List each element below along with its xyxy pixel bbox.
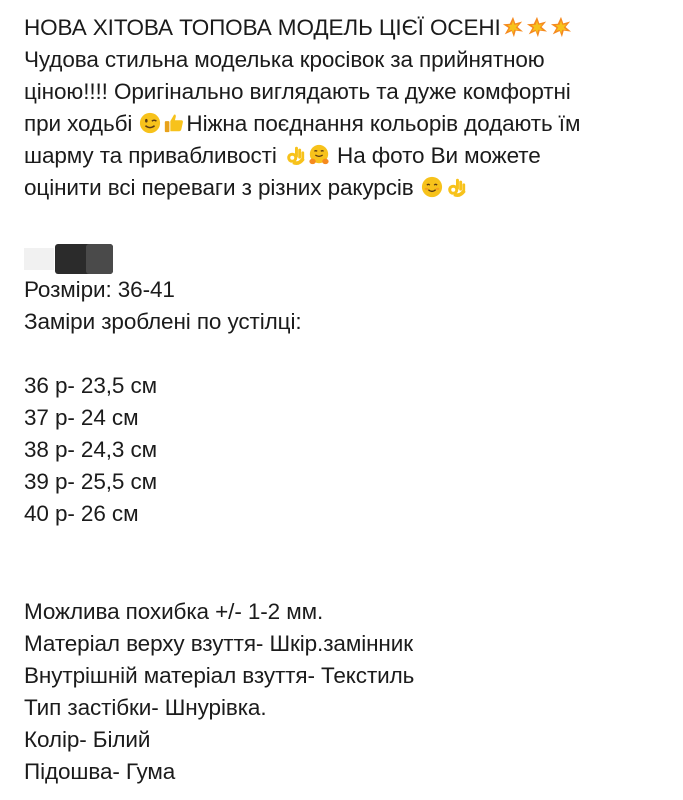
description-line-5-start: шарму та привабливості	[24, 143, 283, 168]
size-row: 39 р- 25,5 см	[24, 469, 157, 494]
measure-note: Заміри зроблені по устілці:	[24, 309, 302, 334]
product-description	[24, 0, 664, 788]
redacted-ghost	[24, 248, 54, 270]
size-row: 40 р- 26 см	[24, 501, 139, 526]
description-line-2: Чудова стильна моделька кросівок за прийнятною	[24, 47, 545, 72]
size-row: 37 р- 24 см	[24, 405, 139, 430]
spacer	[24, 338, 664, 370]
size-row: 38 р- 24,3 см	[24, 437, 157, 462]
size-range: Розміри: 36-41	[24, 277, 175, 302]
description-line-4-start: при ходьбі	[24, 111, 139, 136]
headline	[24, 12, 664, 44]
ok-hand-icon	[284, 144, 306, 166]
spacer	[24, 530, 664, 596]
description-line-5	[24, 140, 664, 172]
upper-material: Матеріал верху взуття- Шкір.замінник	[24, 631, 413, 656]
inner-material: Внутрішній матеріал взуття- Текстиль	[24, 663, 415, 688]
redacted-bar-shade	[86, 244, 113, 274]
description-line-4-end: Ніжна поєднання кольорів додають їм	[186, 111, 581, 136]
collision-icon	[550, 16, 572, 38]
sole-spec: Підошва- Гума	[24, 759, 176, 784]
ok-hand-icon	[445, 176, 467, 198]
description-line-5-end: На фото Ви можете	[330, 143, 541, 168]
description-line-6	[24, 172, 664, 204]
size-row: 36 р- 23,5 см	[24, 373, 157, 398]
headline-text: НОВА ХІТОВА ТОПОВА МОДЕЛЬ ЦІЄЇ ОСЕНІ	[24, 15, 501, 40]
color-spec: Колір- Білий	[24, 727, 151, 752]
hugging-face-icon	[308, 144, 330, 166]
winking-face-icon	[139, 112, 161, 134]
thumbs-up-icon	[163, 112, 185, 134]
description-line-6-text: оцінити всі переваги з різних ракурсів	[24, 175, 420, 200]
fastener-type: Тип застібки- Шнурівка.	[24, 695, 267, 720]
description-line-4	[24, 108, 664, 140]
smiling-face-icon	[421, 176, 443, 198]
tolerance-note: Можлива похибка +/- 1-2 мм.	[24, 599, 324, 624]
collision-icon	[526, 16, 548, 38]
collision-icon	[502, 16, 524, 38]
redacted-block	[24, 244, 664, 274]
description-line-3: ціною!!!! Оригінально виглядають та дуже комфортні	[24, 79, 571, 104]
